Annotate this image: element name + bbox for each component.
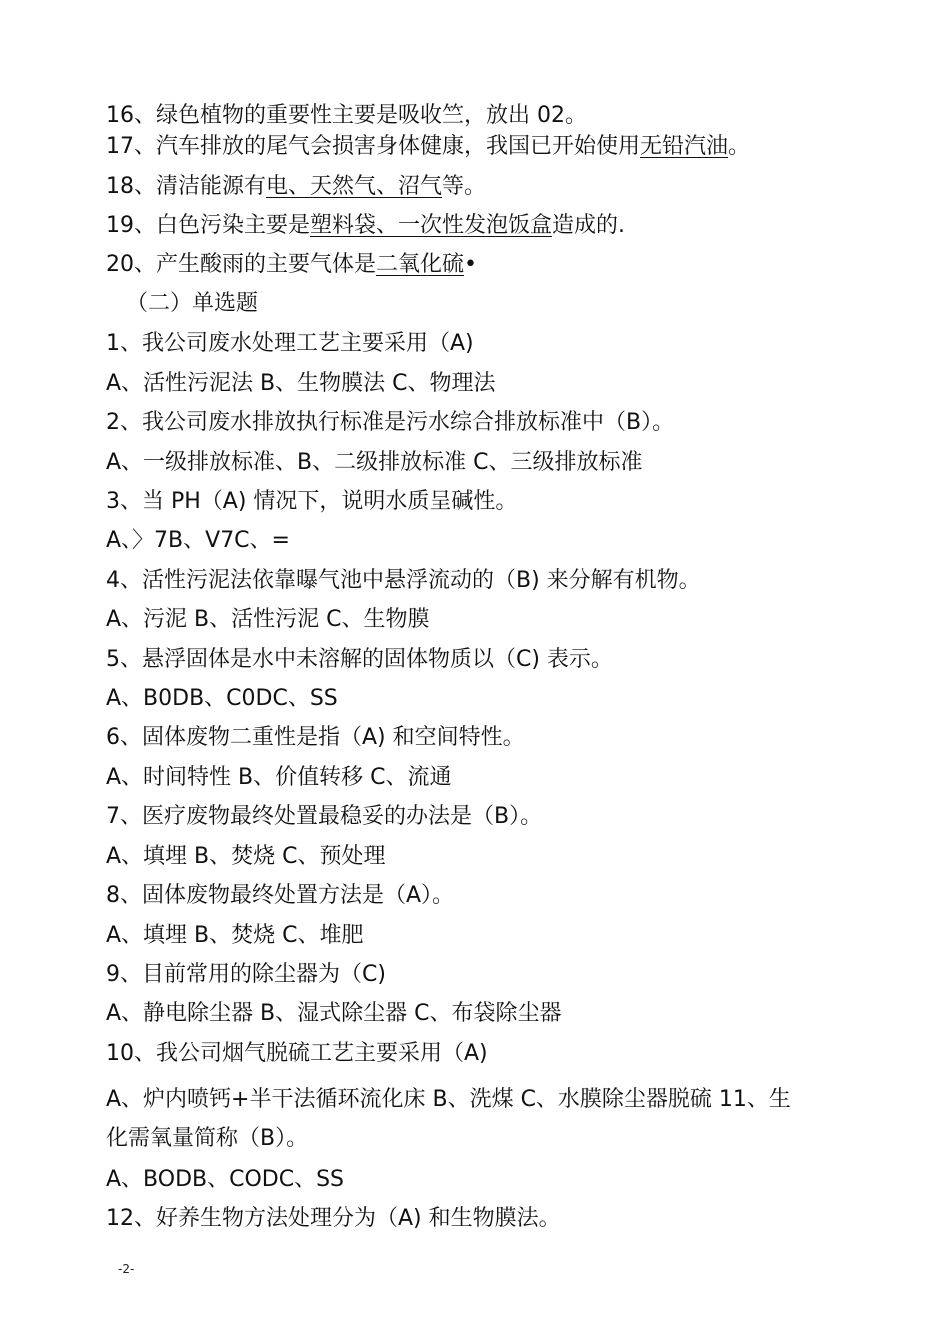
text-segment: 20、产生酸雨的主要气体是 xyxy=(106,252,376,277)
text-line xyxy=(106,449,643,477)
text-segment: 18、清洁能源有 xyxy=(106,174,266,199)
text-segment: • xyxy=(464,252,477,277)
text-line xyxy=(106,1000,562,1028)
text-segment: A、污泥 B、活性污泥 C、生物膜 xyxy=(106,607,430,632)
text-line xyxy=(106,1040,488,1068)
text-line xyxy=(106,330,474,358)
text-line xyxy=(106,488,517,516)
text-line xyxy=(106,1125,308,1153)
text-line xyxy=(106,764,452,792)
underlined-answer: 无铅汽油 xyxy=(640,134,729,159)
text-segment: 等。 xyxy=(442,174,487,199)
text-segment: 造成的. xyxy=(552,213,626,238)
text-line xyxy=(106,803,542,831)
text-line xyxy=(106,1166,344,1194)
underlined-answer: 塑料袋、一次性发泡饭盒 xyxy=(310,213,553,238)
text-segment: 化需氧量简称（B）。 xyxy=(106,1126,309,1151)
text-segment: A、活性污泥法 B、生物膜法 C、物理法 xyxy=(106,371,496,396)
underlined-answer: 电、天然气、沼气 xyxy=(266,174,443,199)
text-line xyxy=(106,1086,791,1114)
text-line xyxy=(126,290,258,318)
text-line xyxy=(106,102,587,130)
text-segment: （二）单选题 xyxy=(126,291,259,316)
text-line xyxy=(106,843,386,871)
text-segment: 19、白色污染主要是 xyxy=(106,213,310,238)
text-line xyxy=(106,961,386,989)
text-segment: 3、当 PH（A) 情况下，说明水质呈碱性。 xyxy=(106,489,518,514)
text-segment: 6、固体废物二重性是指（A) 和空间特性。 xyxy=(106,725,525,750)
text-segment: 12、好养生物方法处理分为（A) 和生物膜法。 xyxy=(106,1206,561,1231)
text-segment: A、B0DB、C0DC、SS xyxy=(106,686,338,711)
text-segment: A、BODB、CODC、SS xyxy=(106,1167,345,1192)
text-line xyxy=(106,133,750,161)
text-segment: 16、绿色植物的重要性主要是吸收竺，放出 02。 xyxy=(106,103,587,128)
text-segment: 17、汽车排放的尾气会损害身体健康，我国已开始使用 xyxy=(106,134,640,159)
text-line xyxy=(106,685,338,713)
text-segment: 7、医疗废物最终处置最稳妥的办法是（B）。 xyxy=(106,804,543,829)
text-line xyxy=(106,173,486,201)
text-segment: A、炉内喷钙+半干法循环流化床 B、洗煤 C、水膜除尘器脱硫 11、生 xyxy=(106,1087,791,1112)
text-line xyxy=(106,212,625,240)
text-segment: 5、悬浮固体是水中未溶解的固体物质以（C) 表示。 xyxy=(106,647,613,672)
text-segment: A、填埋 B、焚烧 C、预处理 xyxy=(106,844,386,869)
text-line xyxy=(106,724,525,752)
text-line xyxy=(106,646,613,674)
text-line xyxy=(106,922,364,950)
text-line xyxy=(106,409,674,437)
text-segment: 8、固体废物最终处置方法是（A）。 xyxy=(106,883,455,908)
text-segment: 10、我公司烟气脱硫工艺主要采用（A) xyxy=(106,1041,488,1066)
text-line xyxy=(106,567,701,595)
text-segment: 4、活性污泥法依靠曝气池中悬浮流动的（B) 来分解有机物。 xyxy=(106,568,701,593)
text-segment: 。 xyxy=(728,134,751,159)
text-segment: A、填埋 B、焚烧 C、堆肥 xyxy=(106,923,364,948)
text-line xyxy=(106,606,430,634)
text-segment: A、静电除尘器 B、湿式除尘器 C、布袋除尘器 xyxy=(106,1001,562,1026)
page-number: -2- xyxy=(118,1262,135,1276)
text-segment: A、时间特性 B、价值转移 C、流通 xyxy=(106,765,452,790)
text-segment: A、一级排放标准、B、二级排放标准 C、三级排放标准 xyxy=(106,450,643,475)
underlined-answer: 二氧化硫 xyxy=(376,252,465,277)
text-segment: 1、我公司废水处理工艺主要采用（A) xyxy=(106,331,474,356)
text-line xyxy=(106,527,290,555)
text-segment: A、〉7B、V7C、= xyxy=(106,528,290,553)
text-line xyxy=(106,370,496,398)
text-segment: 2、我公司废水排放执行标准是污水综合排放标准中（B）。 xyxy=(106,410,675,435)
text-line xyxy=(106,882,454,910)
text-line xyxy=(106,1205,561,1233)
text-line xyxy=(106,251,477,279)
text-segment: 9、目前常用的除尘器为（C) xyxy=(106,962,386,987)
